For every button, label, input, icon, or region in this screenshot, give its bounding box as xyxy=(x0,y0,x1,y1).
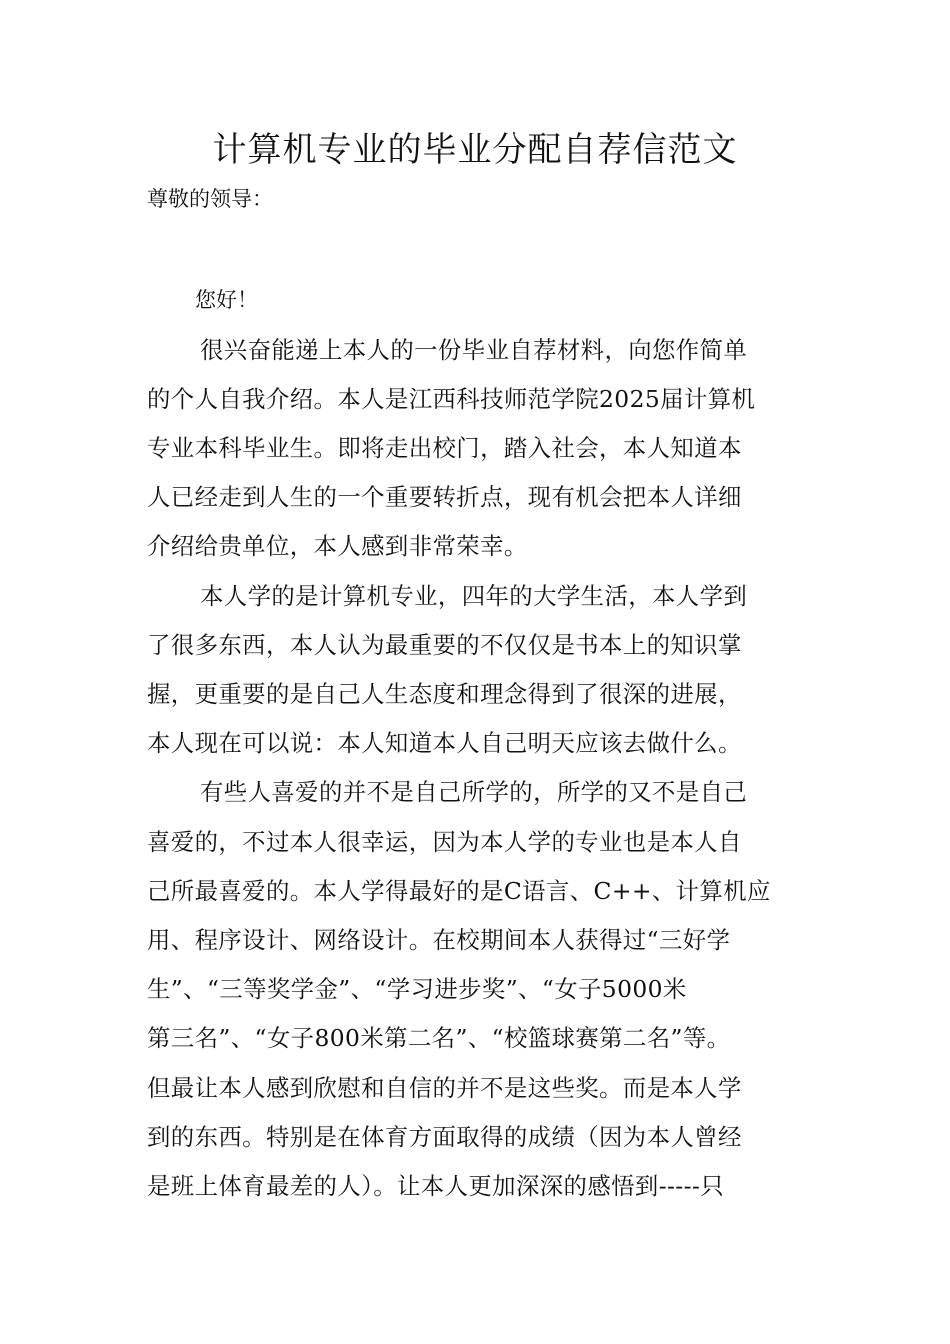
body-line: 了很多东西，本人认为最重要的不仅仅是书本上的知识掌 xyxy=(147,631,742,659)
document-title: 计算机专业的毕业分配自荐信范文 xyxy=(212,130,738,170)
body-line: 本人学的是计算机专业，四年的大学生活，本人学到 xyxy=(200,582,748,610)
body-line: 有些人喜爱的并不是自己所学的，所学的又不是自己 xyxy=(200,778,748,806)
greeting: 您好！ xyxy=(195,288,258,312)
body-line: 己所最喜爱的。本人学得最好的是C语言、C++、计算机应 xyxy=(147,877,771,905)
body-line: 的个人自我介绍。本人是江西科技师范学院2025届计算机 xyxy=(147,385,756,413)
body-line: 很兴奋能递上本人的一份毕业自荐材料，向您作简单 xyxy=(200,336,748,364)
body-line: 但最让本人感到欣慰和自信的并不是这些奖。而是本人学 xyxy=(147,1074,742,1102)
body-line: 介绍给贵单位，本人感到非常荣幸。 xyxy=(147,532,528,560)
body-line: 第三名”、“女子800米第二名”、“校篮球赛第二名”等。 xyxy=(147,1024,731,1052)
body-line: 本人现在可以说：本人知道本人自己明天应该去做什么。 xyxy=(147,729,742,757)
body-line: 喜爱的，不过本人很幸运，因为本人学的专业也是本人自 xyxy=(147,828,742,856)
salutation: 尊敬的领导： xyxy=(147,187,273,211)
body-line: 生”、“三等奖学金”、“学习进步奖”、“女子5000米 xyxy=(147,975,687,1003)
body-line: 人已经走到人生的一个重要转折点，现有机会把本人详细 xyxy=(147,483,742,511)
body-line: 是班上体育最差的人）。让本人更加深深的感悟到-----只 xyxy=(147,1172,724,1200)
body-line: 握，更重要的是自己人生态度和理念得到了很深的进展， xyxy=(147,680,742,708)
body-line: 用、程序设计、网络设计。在校期间本人获得过“三好学 xyxy=(147,926,731,954)
body-line: 到的东西。特别是在体育方面取得的成绩（因为本人曾经 xyxy=(147,1123,742,1151)
body-line: 专业本科毕业生。即将走出校门，踏入社会，本人知道本 xyxy=(147,434,742,462)
